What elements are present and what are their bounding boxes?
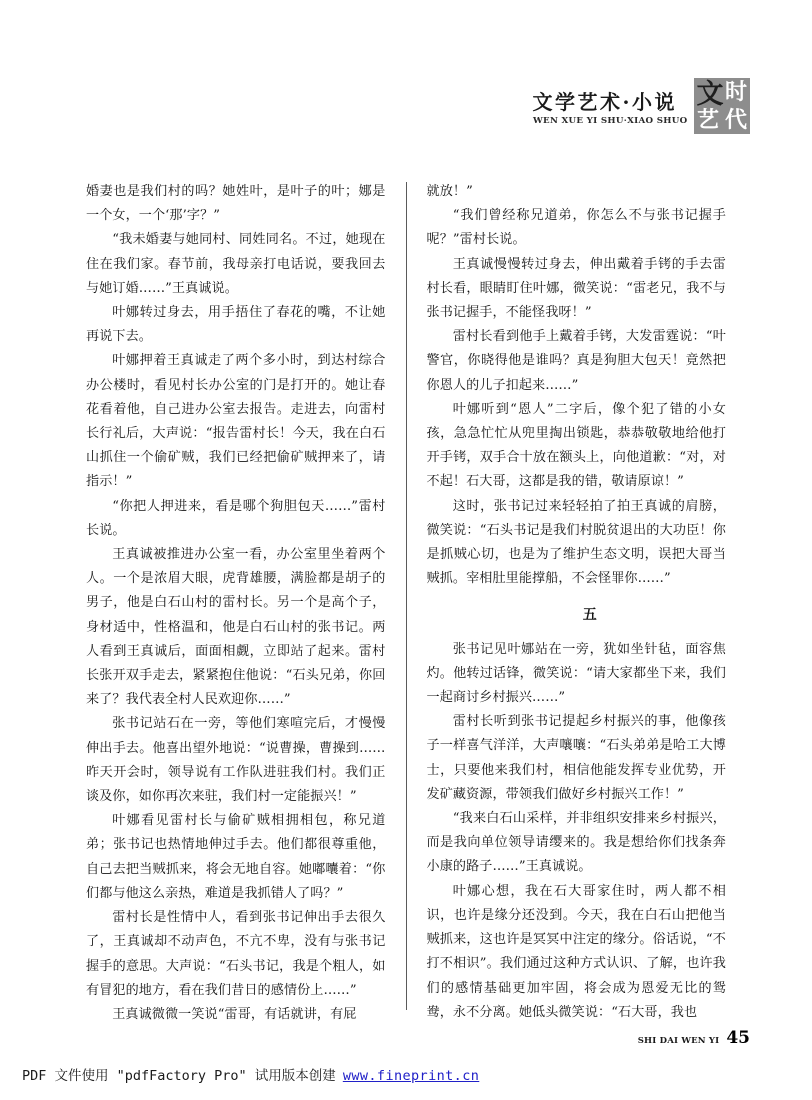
watermark-url-link[interactable]: www.fineprint.cn (342, 1068, 480, 1084)
masthead-title-pinyin: WEN XUE YI SHU·XIAO SHUO (532, 116, 688, 126)
paragraph: “我们曾经称兄道弟，你怎么不与张书记握手呢？”雷村长说。 (426, 208, 726, 248)
logo-char-shi: 时 (724, 79, 747, 105)
paragraph: 这时，张书记过来轻轻拍了拍王真诚的肩膀，微笑说：“石头书记是我们村脱贫退出的大功臣！你是抓贼心切，也是为了维护生态文明，误把大哥当贼抓。宰相肚里能撑船，不会怪罪你……” (426, 498, 726, 587)
masthead-title-block (532, 90, 688, 128)
paragraph: 王真诚微微一笑说“雷哥，有话就讲，有屁 (112, 1006, 357, 1022)
paragraph: 叶娜听到“恩人”二字后，像个犯了错的小女孩，急急忙忙从兜里掏出锁匙，恭恭敬敬地给他打开手铐，双手合十放在额头上，向他道歉：“对，对不起！石大哥，这都是我的错，敬请原谅！” (426, 401, 726, 490)
logo-char-dai: 代 (724, 107, 747, 133)
journal-name-pinyin: SHI DAI WEN YI (637, 1036, 720, 1046)
column-left (86, 180, 406, 1020)
logo-character-grid (694, 78, 750, 134)
paragraph: 叶娜转过身去，用手捂住了春花的嘴，不让她再说下去。 (86, 305, 386, 345)
paragraph: 王真诚被推进办公室一看，办公室里坐着两个人。一个是浓眉大眼，虎背雄腰，满脸都是胡子的男子，他是白石山村的雷村长。另一个是高个子，身材适中，性格温和，他是白石山村的张书记。两人看到王真诚后，面面相觑，立即站了起来。雷村长张开双手走去，紧紧抱住他说：“石头兄弟，你回来了？我代表全村人民欢迎你……” (86, 547, 386, 708)
page-number: 45 (726, 1028, 750, 1048)
paragraph: 就放！” (426, 184, 473, 199)
journal-logo (694, 78, 750, 134)
section-heading: 五 (582, 607, 598, 624)
page-footer (638, 1028, 750, 1048)
paragraph: 王真诚慢慢转过身去，伸出戴着手铐的手去雷村长看，眼睛盯住叶娜，微笑说：“雷老兄，我不与张书记握手，不能怪我呀！” (426, 256, 726, 321)
article-body (86, 180, 726, 1020)
paragraph: 婚妻也是我们村的吗？她姓叶，是叶子的叶；娜是一个女，一个‘那’字？” (86, 184, 386, 224)
pdf-watermark (22, 1064, 479, 1084)
paragraph: “你把人押进来，看是哪个狗胆包天……”雷村长说。 (86, 498, 386, 538)
masthead (532, 78, 750, 133)
watermark-text: PDF 文件使用 "pdfFactory Pro" 试用版本创建 (22, 1068, 336, 1084)
paragraph: “我未婚妻与她同村、同姓同名。不过，她现在住在我们家。春节前，我母亲打电话说，要我回去与她订婚……”王真诚说。 (86, 232, 386, 296)
paragraph: 雷村长是性情中人，看到张书记伸出手去很久了，王真诚却不动声色，不亢不卑，没有与张书记握手的意思。大声说：“石头书记，我是个粗人，如有冒犯的地方，看在我们昔日的感情份上……” (86, 910, 386, 998)
paragraph: 叶娜看见雷村长与偷矿贼相拥相包，称兄道弟；张书记也热情地伸过手去。他们都很尊重他，自己去把当贼抓来，将会无地自容。她嘟囔着：“你们都与他这么亲热，难道是我抓错人了吗？” (86, 813, 386, 901)
paragraph: 叶娜押着王真诚走了两个多小时，到达村综合办公楼时，看见村长办公室的门是打开的。她让春花看着他，自己进办公室去报告。走进去，向雷村长行礼后，大声说：“报告雷村长！今天，我在白石山抓住一个偷矿贼，我们已经把偷矿贼押来了，请指示！” (86, 353, 386, 490)
paragraph: 雷村长看到他手上戴着手铐，大发雷霆说：“叶警官，你晓得他是谁吗？真是狗胆大包天！竟然把你恩人的儿子扣起来……” (426, 329, 726, 393)
paragraph: 叶娜心想，我在石大哥家住时，两人都不相识，也许是缘分还没到。今天，我在白石山把他当贼抓来，这也许是冥冥中注定的缘分。俗话说，“不打不相识”。我们通过这种方式认识、了解，也许我们的感情基础更加牢固，将会成为恩爱无比的鸳鸯，永不分离。她低头微笑说：“石大哥，我也 (426, 883, 726, 1020)
column-right (407, 180, 727, 1020)
paragraph: 雷村长听到张书记提起乡村振兴的事，他像孩子一样喜气洋洋，大声嚷嚷：“石头弟弟是哈工大博士，只要他来我们村，相信他能发挥专业优势，开发矿藏资源，带领我们做好乡村振兴工作！” (426, 714, 726, 802)
masthead-title-cn: 文学艺术·小说 (532, 90, 677, 114)
paragraph: “我来白石山采样，并非组织安排来乡村振兴，而是我向单位领导请缨来的。我是想给你们找条奔小康的路子……”王真诚说。 (426, 811, 726, 875)
logo-char-wen: 文 (696, 78, 724, 110)
logo-char-yi: 艺 (696, 107, 719, 133)
paragraph: 张书记见叶娜站在一旁，犹如坐针毡，面容焦灼。他转过话锋，微笑说：“请大家都坐下来，我们一起商讨乡村振兴……” (426, 641, 726, 706)
paragraph: 张书记站石在一旁，等他们寒喧完后，才慢慢伸出手去。他喜出望外地说：“说曹操，曹操到……昨天开会时，领导说有工作队进驻我们村。我们正谈及你，如你再次来驻，我们村一定能振兴！” (86, 716, 386, 805)
